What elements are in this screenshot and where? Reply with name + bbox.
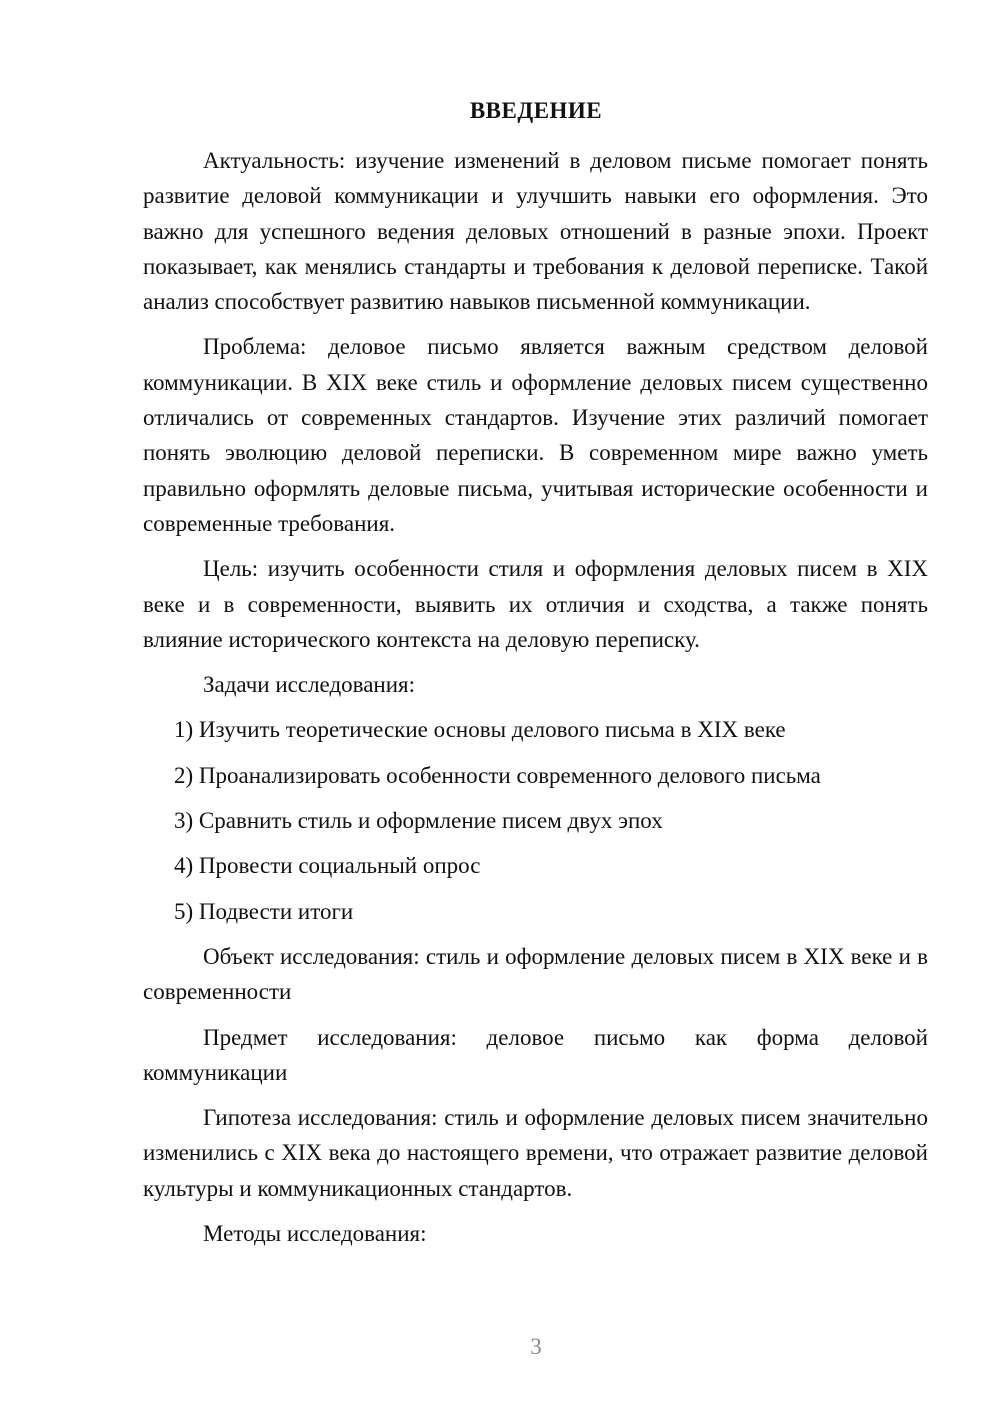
document-body <box>143 143 928 1261</box>
paragraph-problem: Проблема: деловое письмо является важным средством деловой коммуникации. В XIX веке стиль и оформление деловых писем существенно отличались от современных стандартов. Изучение этих различий помогает понять эволюцию деловой переписки. В современном мире важно уметь правильно оформлять деловые письма, учитывая исторические особенности и современные требования. <box>143 334 928 536</box>
paragraph-object: Объект исследования: стиль и оформление деловых писем в XIX веке и в современности <box>143 943 928 1005</box>
paragraph-relevance: Актуальность: изучение изменений в деловом письме помогает понять развитие деловой коммуникации и улучшить навыки его оформления. Это важно для успешного ведения деловых отношений в разные эпохи. Проект показывает, как менялись стандарты и требования к деловой переписке. Такой анализ способствует развитию навыков письменной коммуникации. <box>143 148 928 315</box>
task-item: 3) Сравнить стиль и оформление писем двух эпох <box>174 808 663 834</box>
methods-heading: Методы исследования: <box>203 1221 427 1247</box>
paragraph-goal: Цель: изучить особенности стиля и оформления деловых писем в XIX веке и в современности, выявить их отличия и сходства, а также понять влияние исторического контекста на деловую переписку. <box>143 556 928 652</box>
task-item: 2) Проанализировать особенности современного делового письма <box>174 762 821 788</box>
page-number: 3 <box>530 1334 542 1359</box>
tasks-heading: Задачи исследования: <box>203 672 416 698</box>
paragraph-subject: Предмет исследования: деловое письмо как форма деловой коммуникации <box>143 1024 928 1085</box>
task-item: 4) Провести социальный опрос <box>174 853 481 879</box>
task-item: 1) Изучить теоретические основы делового письма в XIX веке <box>174 717 786 743</box>
paragraph-hypothesis: Гипотеза исследования: стиль и оформление деловых писем значительно изменились с XIX века до настоящего времени, что отражает развитие деловой культуры и коммуникационных стандартов. <box>143 1105 928 1201</box>
task-item: 5) Подвести итоги <box>174 898 354 924</box>
section-title: ВВЕДЕНИЕ <box>469 98 603 123</box>
